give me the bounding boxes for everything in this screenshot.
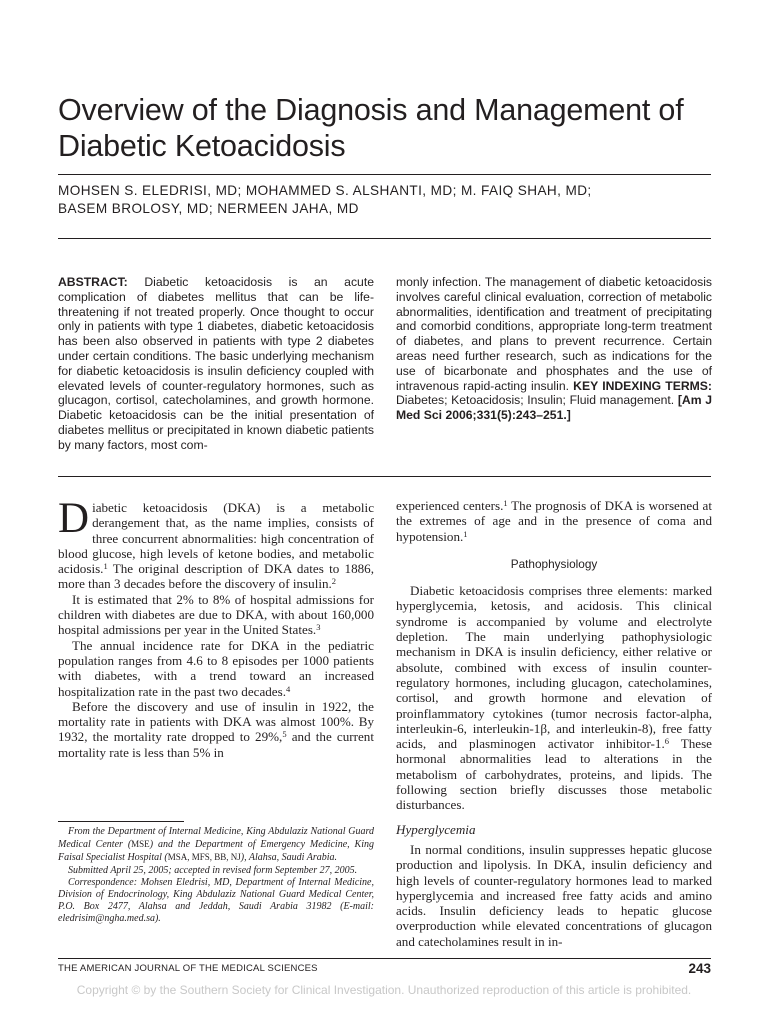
citation: [Am J Med Sci 2006;331(5):243–251.]: [396, 393, 712, 423]
author-line: MOHSEN S. ELEDRISI, MD; MOHAMMED S. ALSHANTI, MD; M. FAIQ SHAH, MD;: [58, 183, 592, 198]
footnotes: [58, 826, 374, 926]
reference-marker: 6: [664, 735, 669, 746]
body-column-left: [58, 495, 374, 760]
reference-marker: 3: [316, 622, 321, 633]
drop-cap: D: [58, 495, 90, 542]
abstract-text: monly infection. The management of diabetic ketoacidosis involves careful clinical evaluation, correction of metabolic abnormalities, identification and treatment of precipitating and comorbid conditions, appropriate long-term treatment of diabetes, and plans to prevent recurrence. Certain areas need further research, such as indications for the use of bicarbonate and phosphates and the use of intravenous rapid-acting insulin.: [396, 275, 712, 393]
correspondence-note: Correspondence: Mohsen Eledrisi, MD, Department of Internal Medicine, Division of Endocrinology, King Abdulaziz National Guard Medical Center, P.O. Box 2477, Alahsa and Jeddah, Saudi Arabia 31982 (E-mail: eledrisim@ngha.med.sa).: [58, 876, 374, 925]
subsection-heading: Hyperglycemia: [396, 821, 476, 837]
title-divider: [58, 174, 711, 175]
reference-marker: 5: [282, 729, 287, 740]
abstract-column-left: [58, 275, 374, 453]
author-list: [58, 182, 718, 218]
abstract-label: ABSTRACT:: [58, 275, 128, 289]
reference-marker: 2: [331, 576, 337, 587]
submission-note: Submitted April 25, 2005; accepted in revised form September 27, 2005.: [68, 864, 358, 876]
author-line: BASEM BROLOSY, MD; NERMEEN JAHA, MD: [58, 201, 359, 216]
abstract-column-right: [396, 275, 712, 423]
paragraph: Diabetic ketoacidosis comprises three elements: marked hyperglycemia, ketosis, and acidosis. This clinical syndrome is accompanied by volume and electrolyte depletion. The main underlying pathophysiologic mechanism in DKA is insulin deficiency, either relative or absolute, combined with excess of insulin counter-regulatory hormones, including glucagon, catecholamines, cortisol, and growth hormone and elevation of proinflammatory cytokines (tumor necrosis factor-alpha, interleukin-6, interleukin-1β, and interleukin-8), free fatty acids, and plasminogen activator inhibitor-1.$^6$ These hormonal abnormalities lead to alterations in the metabolism of carbohydrates, proteins, and lipids. The following section briefly discusses those metabolic disturbances.: [396, 583, 712, 813]
journal-name: THE AMERICAN JOURNAL OF THE MEDICAL SCIENCES: [58, 963, 318, 974]
reference-marker: 4: [285, 683, 291, 694]
reference-marker: 1: [463, 528, 468, 539]
copyright-notice: Copyright © by the Southern Society for Clinical Investigation. Unauthorized reproduction of this article is prohibited.: [76, 983, 692, 997]
affiliation-note: From the Department of Internal Medicine, King Abdulaziz National Guard Medical Center (MSE) and the Department of Emergency Medicine, King Faisal Specialist Hospital (MSA, MFS, BB, NJ), Alahsa, Saudi Arabia.: [58, 826, 375, 864]
paragraph: Before the discovery and use of insulin in 1922, the mortality rate in patients with DKA was almost 100%. By 1932, the mortality rate dropped to 29%,$^5$ and the current mortality rate is less than 5% in: [58, 698, 374, 760]
abstract-divider: [58, 476, 711, 477]
reference-marker: 1: [103, 560, 108, 571]
paragraph: Diabetic ketoacidosis (DKA) is a metabolic derangement that, as the name implies, consists of three concurrent abnormalities: high concentration of blood glucose, high levels of ketone bodies, and metabolic acidosis.$^1$ The original description of DKA dates to 1886, more than 3 decades before the discovery of insulin.$^2$: [58, 495, 374, 592]
page-number: 243: [688, 961, 711, 976]
paragraph: In normal conditions, insulin suppresses hepatic glucose production and lipolysis. In DKA, insulin deficiency and high levels of counter-regulatory hormones lead to marked hyperglycemia and increased free fatty acids and amino acids. Insulin deficiency leads to hepatic glucose overproduction while elevated concentrations of glucagon and catecholamines result in in-: [396, 841, 712, 949]
authors-divider: [58, 238, 711, 239]
key-terms: Diabetes; Ketoacidosis; Insulin; Fluid management.: [396, 393, 675, 408]
abstract-text: Diabetic ketoacidosis is an acute complication of diabetes mellitus that can be life-threatening if not treated properly. Once thought to occur only in patients with type 1 diabetes, diabetic ketoacidosis has been also observed in patients with type 2 diabetes under certain conditions. The basic underlying mechanism for diabetic ketoacidosis is insulin deficiency coupled with elevated levels of counter-regulatory hormones, such as glucagon, cortisol, catecholamines, and growth hormone. Diabetic ketoacidosis can be the initial presentation of diabetes mellitus or precipitated in known diabetic patients by many factors, most com-: [58, 275, 374, 452]
paragraph: It is estimated that 2% to 8% of hospital admissions for children with diabetes are due to DKA, with about 160,000 hospital admissions per year in the United States.$^3$: [58, 591, 374, 638]
paragraph: experienced centers.$^1$ The prognosis of DKA is worsened at the extremes of age and in the presence of coma and hypotension.$^1$: [396, 497, 712, 544]
reference-marker: 1: [503, 497, 508, 508]
body-column-right: [396, 498, 712, 949]
footnote-divider: [58, 821, 184, 822]
section-heading: Pathophysiology: [510, 556, 598, 571]
key-terms-label: KEY INDEXING TERMS:: [573, 378, 712, 393]
paragraph: The annual incidence rate for DKA in the pediatric population ranges from 4.6 to 8 episodes per 1000 patients with diabetes, with a trend toward an increased hospitalization rate in the past two decades.$^4$: [58, 637, 374, 699]
article-title: Overview of the Diagnosis and Management of Diabetic Ketoacidosis: [58, 93, 684, 163]
footer-divider: [58, 958, 711, 959]
